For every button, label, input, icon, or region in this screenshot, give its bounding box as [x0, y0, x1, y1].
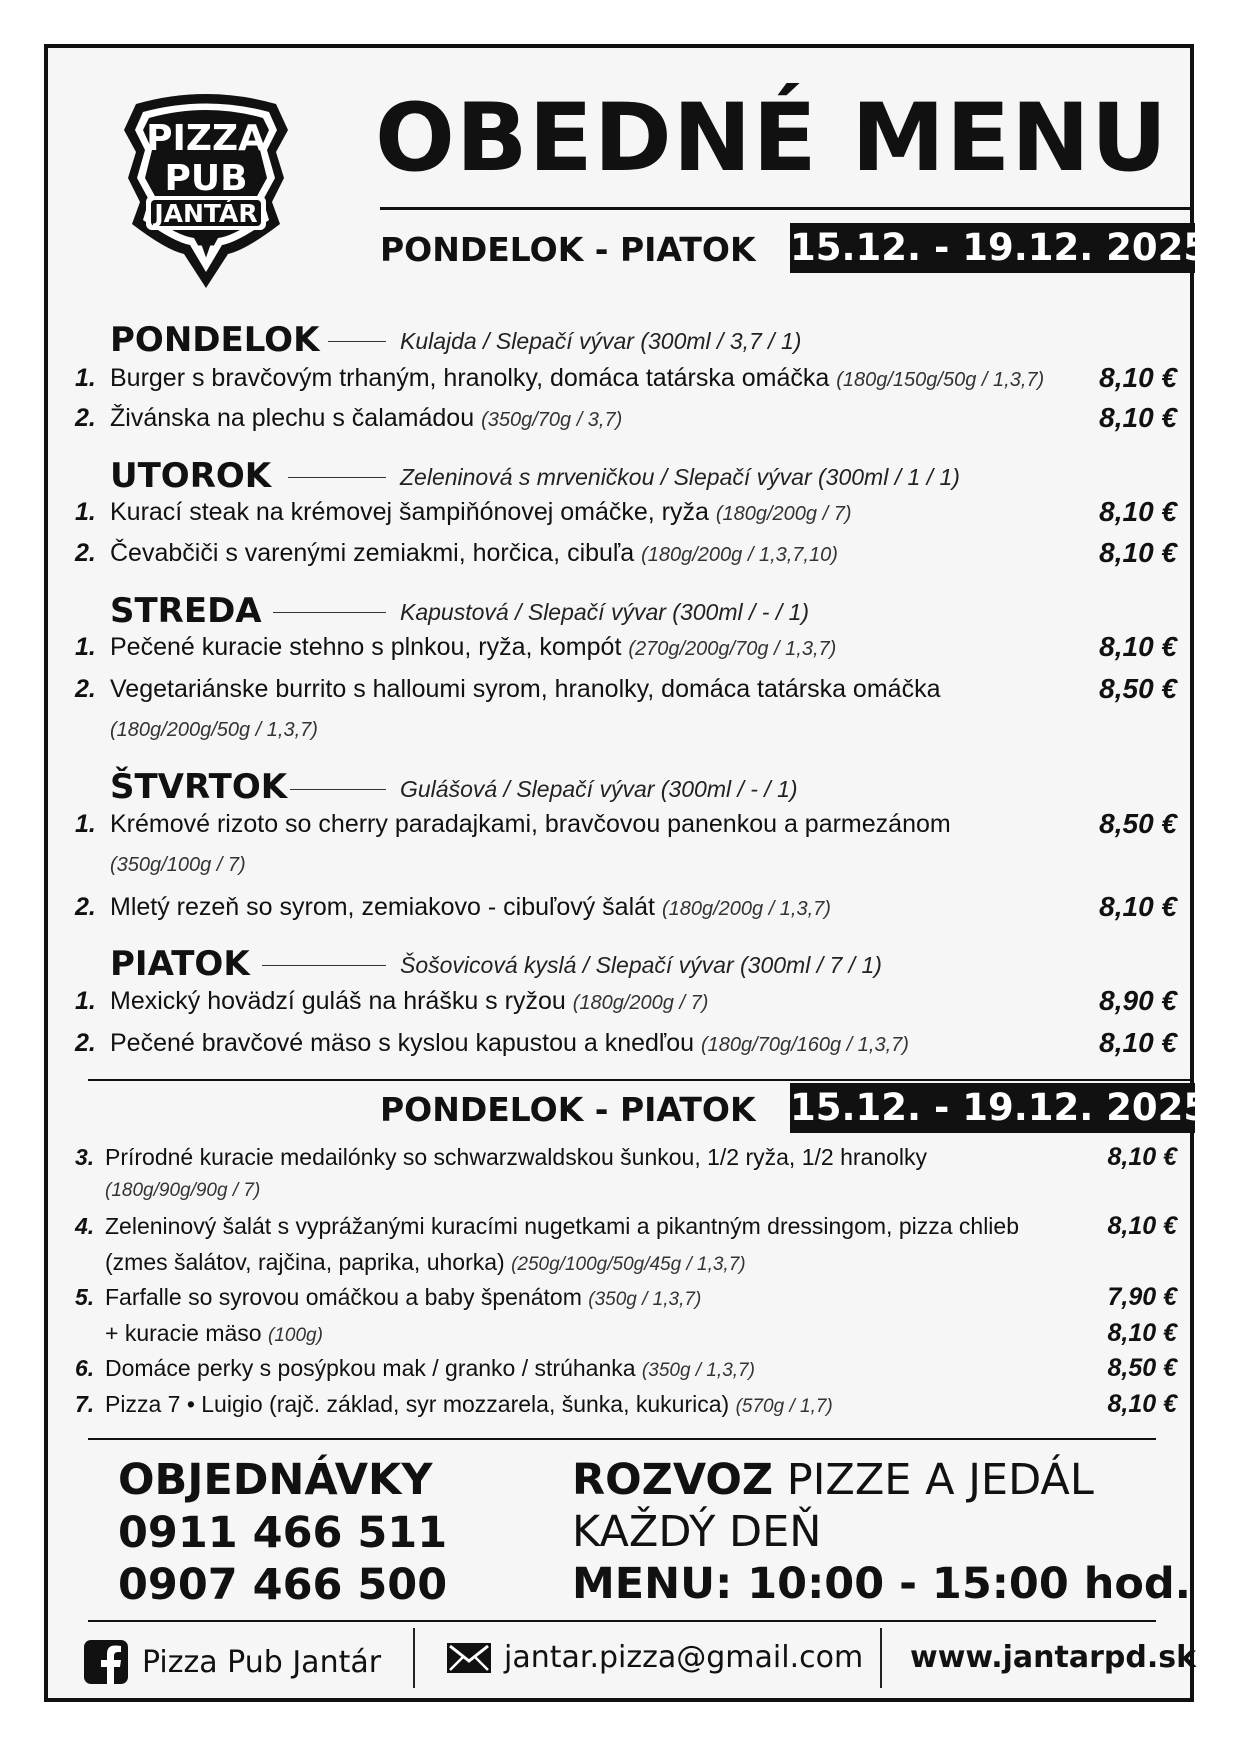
- item-price: 8,10 €: [1099, 891, 1177, 922]
- logo-text-pub: PUB: [164, 158, 248, 199]
- day-divider: [262, 965, 386, 966]
- item-price: 8,50 €: [1099, 808, 1177, 839]
- item-number: 4.: [75, 1213, 95, 1239]
- day-divider: [290, 789, 386, 790]
- day-heading-thursday: ŠTVRTOK: [110, 767, 288, 807]
- weekly-item: [75, 1387, 1177, 1421]
- item-meta: (250g/100g/50g/45g / 1,3,7): [511, 1254, 746, 1275]
- menu-item: [75, 400, 1177, 436]
- item-price: 8,10 €: [1107, 1390, 1177, 1418]
- website-label: www.jantarpd.sk: [910, 1640, 1197, 1675]
- email-link[interactable]: [446, 1640, 863, 1675]
- item-name: Pizza 7 • Luigio (rajč. základ, syr mozzarela, šunka, kukurica): [105, 1391, 730, 1417]
- item-number: 7.: [75, 1391, 95, 1417]
- day-heading-friday: PIATOK: [110, 944, 250, 984]
- menu-title: OBEDNÉ MENU: [375, 84, 1169, 193]
- item-meta: (180g/200g / 1,3,7): [661, 898, 831, 920]
- item-number: 5.: [75, 1284, 95, 1310]
- item-price: 8,10 €: [1099, 362, 1177, 393]
- item-name: + kuracie mäso: [105, 1320, 262, 1346]
- menu-item: [75, 671, 1177, 707]
- item-price: 8,10 €: [1099, 537, 1177, 568]
- item-name: Pečené bravčové mäso s kyslou kapustou a knedľou: [110, 1029, 695, 1057]
- soup-monday: Kulajda / Slepačí vývar (300ml / 3,7 / 1): [400, 328, 802, 354]
- footer-separator: [880, 1628, 882, 1688]
- week-label-top: PONDELOK - PIATOK: [380, 230, 756, 269]
- phone-number-2[interactable]: 0907 466 500: [118, 1560, 448, 1610]
- item-number: 2.: [75, 675, 96, 703]
- item-price: 8,10 €: [1107, 1143, 1177, 1171]
- item-name: Mexický hovädzí guláš na hrášku s ryžou: [110, 987, 566, 1015]
- website-link[interactable]: [910, 1640, 1196, 1675]
- item-price: 8,10 €: [1107, 1212, 1177, 1240]
- day-heading-wednesday: STREDA: [110, 591, 262, 631]
- orders-title: OBJEDNÁVKY: [118, 1455, 433, 1505]
- delivery-line-2: KAŽDÝ DEŇ: [572, 1507, 822, 1557]
- section-divider: [88, 1079, 1190, 1081]
- menu-item: [75, 806, 1177, 842]
- item-number: 1.: [75, 498, 96, 526]
- item-meta: (180g/200g / 7): [572, 992, 709, 1014]
- item-name: Burger s bravčovým trhaným, hranolky, domáca tatárska omáčka: [110, 364, 830, 392]
- item-number: 1.: [75, 364, 96, 392]
- item-name: Živánska na plechu s čalamádou: [110, 404, 475, 432]
- menu-item: [75, 629, 1177, 665]
- facebook-icon: [84, 1640, 128, 1684]
- item-price: 8,90 €: [1099, 985, 1177, 1016]
- item-name: Pečené kuracie stehno s plnkou, ryža, kompót: [110, 633, 622, 661]
- delivery-bold: ROZVOZ: [572, 1455, 774, 1505]
- phone-number-1[interactable]: 0911 466 511: [118, 1508, 448, 1558]
- menu-item: [75, 535, 1177, 571]
- item-number: 3.: [75, 1144, 95, 1170]
- day-divider: [273, 612, 386, 613]
- item-meta: (180g/150g/50g / 1,3,7): [836, 369, 1045, 391]
- item-meta: (180g/70g/160g / 1,3,7): [700, 1034, 909, 1056]
- item-meta: (180g/200g / 7): [715, 503, 852, 525]
- item-name: Farfalle so syrovou omáčkou a baby špenátom: [105, 1284, 582, 1310]
- item-number: 2.: [75, 404, 96, 432]
- item-detail: (zmes šalátov, rajčina, paprika, uhorka): [105, 1249, 505, 1275]
- weekly-item: [75, 1209, 1177, 1243]
- day-heading-tuesday: UTOROK: [110, 456, 272, 496]
- soup-friday: Šošovicová kyslá / Slepačí vývar (300ml / 7 / 1): [400, 952, 882, 978]
- item-price: 8,10 €: [1099, 496, 1177, 527]
- item-price: 7,90 €: [1107, 1283, 1177, 1311]
- logo-text-pizza: PIZZA: [146, 118, 266, 159]
- item-number: 1.: [75, 987, 96, 1015]
- item-name: Mletý rezeň so syrom, zemiakovo - cibuľový šalát: [110, 893, 655, 921]
- soup-tuesday: Zeleninová s mrveničkou / Slepačí vývar (300ml / 1 / 1): [400, 464, 960, 490]
- facebook-link[interactable]: [84, 1640, 381, 1684]
- item-number: 2.: [75, 1029, 96, 1057]
- item-meta: (350g / 1,3,7): [641, 1360, 755, 1381]
- date-range-top: 15.12. - 19.12. 2025: [790, 223, 1195, 273]
- email-label: jantar.pizza@gmail.com: [504, 1640, 864, 1675]
- menu-item: [75, 360, 1177, 396]
- item-meta: (570g / 1,7): [735, 1396, 833, 1417]
- item-number: 2.: [75, 893, 96, 921]
- title-underline: [380, 207, 1190, 210]
- menu-item: [75, 494, 1177, 530]
- item-name: Kurací steak na krémovej šampiňónovej omáčke, ryža: [110, 498, 709, 526]
- item-meta: (350g/100g / 7): [110, 854, 246, 876]
- delivery-rest: PIZZE A JEDÁL: [773, 1455, 1094, 1505]
- item-meta: (180g/200g / 1,3,7,10): [641, 544, 838, 566]
- item-name: Domáce perky s posýpkou mak / granko / strúhanka: [105, 1355, 636, 1381]
- item-price: 8,10 €: [1099, 402, 1177, 433]
- menu-item: [75, 889, 1177, 925]
- menu-item: [75, 983, 1177, 1019]
- item-number: 6.: [75, 1355, 95, 1381]
- item-meta: (350g / 1,3,7): [588, 1289, 702, 1310]
- item-name: Vegetariánske burrito s halloumi syrom, hranolky, domáca tatárska omáčka: [110, 675, 941, 703]
- item-price: 8,10 €: [1099, 1027, 1177, 1058]
- item-meta: (180g/90g/90g / 7): [105, 1180, 261, 1201]
- item-price: 8,10 €: [1099, 631, 1177, 662]
- item-meta: (270g/200g/70g / 1,3,7): [628, 638, 837, 660]
- pizza-pub-jantar-logo: [116, 92, 296, 292]
- footer-separator: [413, 1628, 415, 1688]
- item-number: 1.: [75, 633, 96, 661]
- weekly-item: [75, 1280, 1177, 1314]
- item-price: 8,50 €: [1107, 1354, 1177, 1382]
- week-label-weekly: PONDELOK - PIATOK: [380, 1090, 756, 1129]
- weekly-item: [75, 1140, 1177, 1174]
- facebook-label: Pizza Pub Jantár: [142, 1644, 382, 1680]
- day-heading-monday: PONDELOK: [110, 320, 320, 360]
- date-range-weekly: 15.12. - 19.12. 2025: [790, 1083, 1195, 1133]
- menu-item: [75, 1025, 1177, 1061]
- day-divider: [328, 341, 386, 342]
- orders-divider: [88, 1438, 1156, 1440]
- item-name: Čevabčiči s varenými zemiakmi, horčica, cibuľa: [110, 539, 635, 567]
- soup-thursday: Gulášová / Slepačí vývar (300ml / - / 1): [400, 776, 798, 802]
- item-name: Krémové rizoto so cherry paradajkami, bravčovou panenkou a parmezánom: [110, 810, 951, 838]
- logo-text-jantar: JANTÁR: [154, 199, 258, 228]
- item-meta: (180g/200g/50g / 1,3,7): [110, 719, 318, 741]
- item-price: 8,50 €: [1099, 673, 1177, 704]
- svg-text:V: V: [197, 243, 215, 268]
- item-price: 8,10 €: [1107, 1319, 1177, 1347]
- soup-wednesday: Kapustová / Slepačí vývar (300ml / - / 1): [400, 599, 810, 625]
- item-name: Zeleninový šalát s vyprážanými kuracími nugetkami a pikantným dressingom, pizza chlieb: [105, 1213, 1020, 1239]
- delivery-line-1: [572, 1455, 1094, 1505]
- item-name: Prírodné kuracie medailónky so schwarzwaldskou šunkou, 1/2 ryža, 1/2 hranolky: [105, 1144, 928, 1170]
- weekly-item: [75, 1351, 1177, 1385]
- item-meta: (350g/70g / 3,7): [481, 409, 623, 431]
- item-number: 1.: [75, 810, 96, 838]
- envelope-icon: [446, 1642, 492, 1674]
- weekly-item: [75, 1316, 1177, 1350]
- weekly-item-detail: [75, 1245, 1177, 1279]
- delivery-hours: MENU: 10:00 - 15:00 hod.: [572, 1559, 1192, 1609]
- day-divider: [288, 477, 386, 478]
- item-meta: (100g): [268, 1325, 323, 1346]
- footer-divider: [88, 1620, 1156, 1622]
- item-number: 2.: [75, 539, 96, 567]
